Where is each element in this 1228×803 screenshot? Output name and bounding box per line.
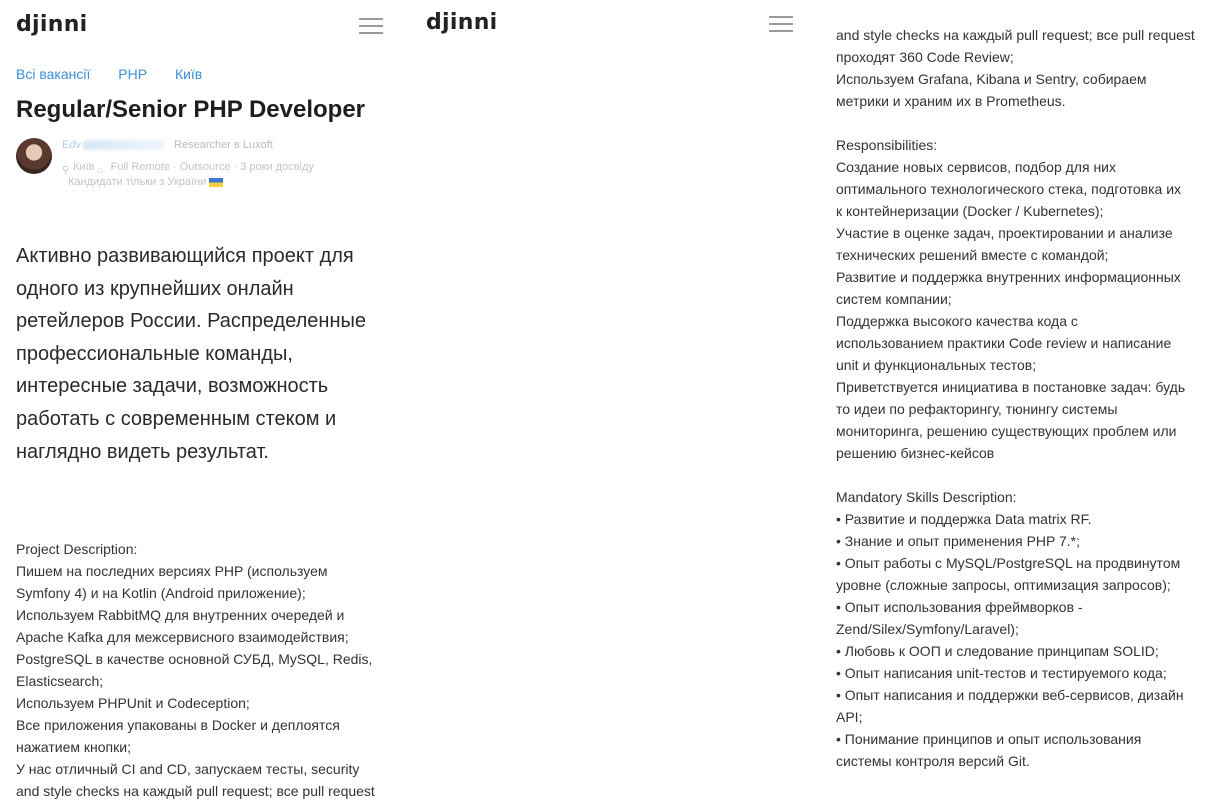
candidate-restriction bbox=[68, 176, 223, 188]
description-line: Apache Kafka для межсервисного взаимодействия; bbox=[16, 629, 349, 645]
description-line: мониторинга, решению существующих проблем или bbox=[836, 423, 1177, 439]
djinni-logo[interactable]: djinni bbox=[16, 12, 88, 37]
description-line: системы контроля версий Git. bbox=[836, 753, 1030, 769]
recruiter-role: Researcher в Luxoft bbox=[174, 139, 273, 151]
description-line: • Развитие и поддержка Data matrix RF. bbox=[836, 511, 1092, 527]
description-line: нажатием кнопки; bbox=[16, 739, 131, 755]
left-screen bbox=[0, 0, 410, 803]
paragraph-gap bbox=[836, 112, 1228, 134]
menu-icon[interactable] bbox=[359, 18, 383, 34]
description-line: • Опыт использования фреймворков - bbox=[836, 599, 1083, 615]
description-line: решению бизнес-кейсов bbox=[836, 445, 995, 461]
description-line: Используем PHPUnit и Codeception; bbox=[16, 695, 250, 711]
description-line: то идеи по рефакторингу, тюнингу системы bbox=[836, 401, 1118, 417]
description-line: PostgreSQL в качестве основной СУБД, MySQL, Redis, bbox=[16, 651, 373, 667]
job-description-left bbox=[16, 538, 406, 802]
description-line: • Знание и опыт применения PHP 7.*; bbox=[836, 533, 1081, 549]
description-line: У нас отличный CI and CD, запускаем тесты, security bbox=[16, 761, 360, 777]
description-line: Используем RabbitMQ для внутренних очередей и bbox=[16, 607, 345, 623]
description-line: • Опыт написания и поддержки веб-сервисов, дизайн bbox=[836, 687, 1184, 703]
job-meta bbox=[62, 158, 314, 176]
description-line: Mandatory Skills Description: bbox=[836, 489, 1017, 505]
description-line: API; bbox=[836, 709, 863, 725]
breadcrumb-all-jobs[interactable]: Всі вакансії bbox=[16, 66, 91, 82]
description-line: проходят 360 Code Review; bbox=[836, 49, 1014, 65]
description-line: • Любовь к ООП и следование принципам SOLID; bbox=[836, 643, 1159, 659]
description-line: unit и функциональных тестов; bbox=[836, 357, 1037, 373]
description-line: Zend/Silex/Symfony/Laravel); bbox=[836, 621, 1019, 637]
description-line: Приветствуется инициатива в постановке задач: будь bbox=[836, 379, 1186, 395]
description-line: систем компании; bbox=[836, 291, 952, 307]
description-line: and style checks на каждый pull request; все pull request bbox=[836, 27, 1195, 43]
description-line: к контейнеризации (Docker / Kubernetes); bbox=[836, 203, 1104, 219]
breadcrumb bbox=[16, 66, 226, 82]
breadcrumb-kyiv[interactable]: Київ bbox=[174, 66, 203, 82]
paragraph-gap bbox=[836, 464, 1228, 486]
menu-icon[interactable] bbox=[769, 16, 793, 32]
job-work-mode: Full Remote · Outsource · 3 роки досвіду bbox=[110, 161, 314, 173]
restriction-text: Кандидати тільки з України bbox=[68, 176, 207, 188]
right-screen bbox=[410, 0, 1195, 803]
description-line: Symfony 4) и на Kotlin (Android приложение); bbox=[16, 585, 306, 601]
description-line: Используем Grafana, Kibana и Sentry, собираем bbox=[836, 71, 1147, 87]
remote-home-icon: ⌂ bbox=[97, 165, 104, 177]
recruiter-line bbox=[62, 139, 273, 151]
ukraine-flag-icon bbox=[209, 178, 223, 187]
description-line: • Опыт работы с MySQL/PostgreSQL на продвинутом bbox=[836, 555, 1181, 571]
description-line: • Опыт написания unit-тестов и тестируемого кода; bbox=[836, 665, 1167, 681]
lead-paragraph: Активно развивающийся проект для одного из крупнейших онлайн ретейлеров России. Распределенные профессиональные команды, интересные задачи, возможность работать с современным стеком и наглядно видеть результат. bbox=[16, 245, 367, 463]
description-line: оптимального технологического стека, подготовка их bbox=[836, 181, 1182, 197]
description-line: Развитие и поддержка внутренних информационных bbox=[836, 269, 1181, 285]
description-line: Участие в оценке задач, проектировании и анализе bbox=[836, 225, 1173, 241]
description-line: технических решений вместе с командой; bbox=[836, 247, 1109, 263]
redacted-name bbox=[83, 140, 165, 150]
recruiter-avatar[interactable] bbox=[16, 138, 52, 174]
location-pin-icon: ⚲ bbox=[62, 165, 70, 177]
description-line: метрики и храним их в Prometheus. bbox=[836, 93, 1066, 109]
description-line: and style checks на каждый pull request; все pull request bbox=[16, 783, 375, 799]
description-line: использованием практики Code review и написание bbox=[836, 335, 1172, 351]
job-location: Київ bbox=[73, 161, 95, 173]
description-line: Пишем на последних версиях PHP (используем bbox=[16, 563, 328, 579]
description-line: • Понимание принципов и опыт использования bbox=[836, 731, 1142, 747]
breadcrumb-php[interactable]: PHP bbox=[118, 66, 148, 82]
description-line: Все приложения упакованы в Docker и деплоятся bbox=[16, 717, 340, 733]
job-title: Regular/Senior PHP Developer bbox=[16, 96, 366, 123]
description-line: Project Description: bbox=[16, 541, 138, 557]
description-line: Elasticsearch; bbox=[16, 673, 104, 689]
djinni-logo[interactable]: djinni bbox=[426, 10, 498, 35]
top-bar bbox=[410, 0, 820, 46]
description-line: Создание новых сервисов, подбор для них bbox=[836, 159, 1116, 175]
recruiter-name[interactable]: Edv bbox=[62, 139, 81, 151]
description-line: Поддержка высокого качества кода с bbox=[836, 313, 1078, 329]
description-line: уровне (сложные запросы, оптимизация запросов); bbox=[836, 577, 1171, 593]
description-line: Responsibilities: bbox=[836, 137, 938, 153]
job-description-right bbox=[836, 24, 1228, 772]
